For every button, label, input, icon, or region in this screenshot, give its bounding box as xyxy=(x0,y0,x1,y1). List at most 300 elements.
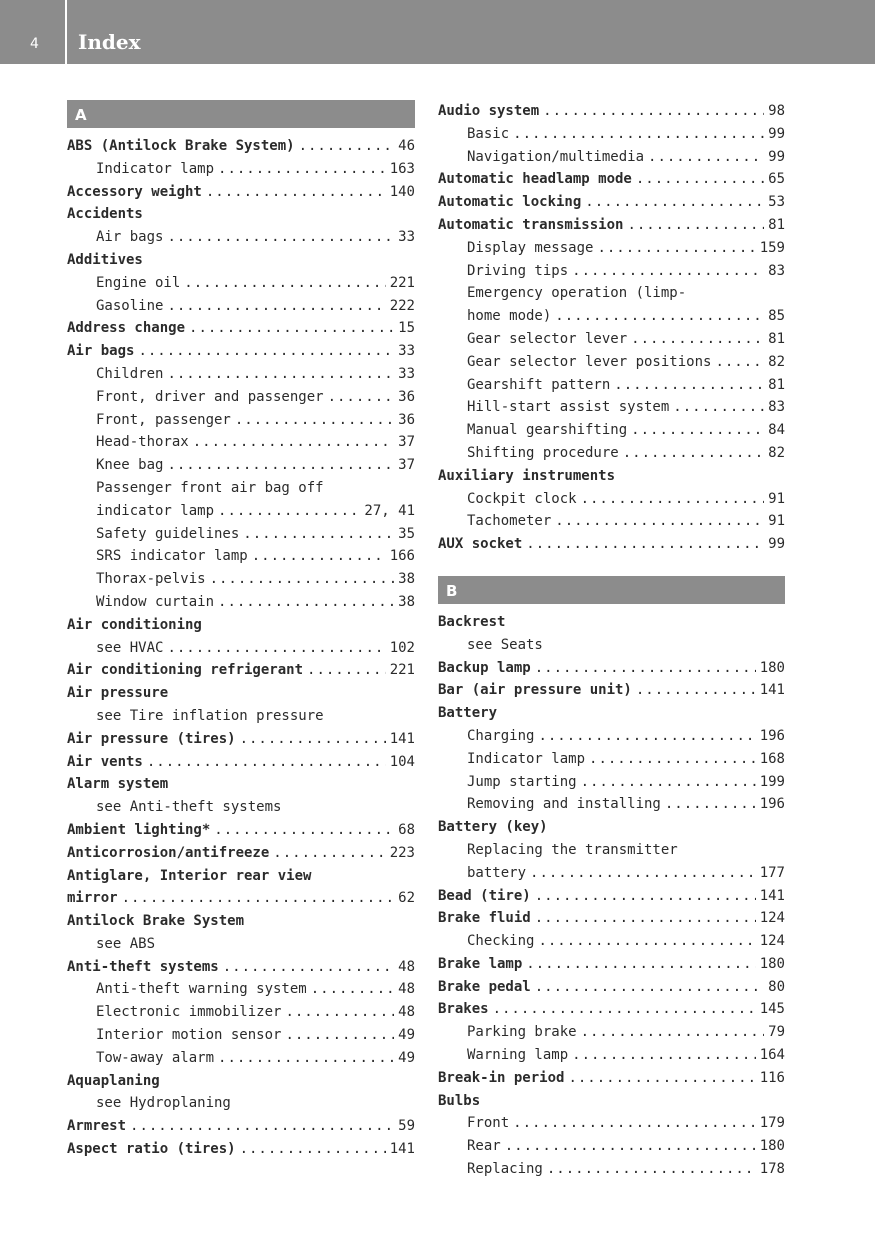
entry-term: Removing and installing xyxy=(467,796,661,813)
dot-leader xyxy=(538,930,755,953)
entry-page-number: 79 xyxy=(768,1024,785,1041)
dot-leader xyxy=(147,751,386,774)
entry-term: Anti-theft systems xyxy=(67,958,219,975)
entry-page-number: 27, 41 xyxy=(364,502,415,519)
entry-page-number: 83 xyxy=(768,399,785,416)
entry-term: Automatic locking xyxy=(438,194,582,211)
dot-leader xyxy=(311,978,394,1001)
entry-term: Battery (key) xyxy=(438,819,548,836)
dot-leader xyxy=(252,545,386,568)
entry-page-number: 38 xyxy=(398,593,415,610)
dot-leader xyxy=(623,442,764,465)
dot-leader xyxy=(285,1001,394,1024)
index-subentry[interactable] xyxy=(67,226,415,249)
dot-leader xyxy=(513,1112,756,1135)
dot-leader xyxy=(210,568,395,591)
dot-leader xyxy=(206,181,386,204)
entry-term: Auxiliary instruments xyxy=(438,467,616,484)
entry-term: Aspect ratio (tires) xyxy=(67,1141,236,1158)
index-entry[interactable] xyxy=(67,728,415,751)
entry-term: Air pressure (tires) xyxy=(67,730,236,747)
index-entry[interactable] xyxy=(438,191,785,214)
index-subentry xyxy=(438,839,785,862)
dot-leader xyxy=(665,793,756,816)
entry-page-number: 48 xyxy=(398,958,415,975)
entry-page-number: 82 xyxy=(768,444,785,461)
entry-page-number: 116 xyxy=(759,1069,785,1086)
dot-leader xyxy=(572,1044,756,1067)
entry-term: Cockpit clock xyxy=(467,490,577,507)
index-subentry[interactable] xyxy=(438,930,785,953)
entry-term: Address change xyxy=(67,320,186,337)
index-subentry[interactable] xyxy=(438,328,785,351)
entry-term: Automatic headlamp mode xyxy=(438,171,632,188)
dot-leader xyxy=(585,191,764,214)
dot-leader xyxy=(614,374,764,397)
entry-term: Front xyxy=(467,1115,510,1132)
index-subentry[interactable] xyxy=(67,591,415,614)
index-entry[interactable] xyxy=(438,168,785,191)
index-entry xyxy=(67,773,415,796)
entry-page-number: 80 xyxy=(768,978,785,995)
entry-term: Audio system xyxy=(438,103,540,119)
entry-term: Air vents xyxy=(67,753,143,770)
index-subentry[interactable] xyxy=(67,523,415,546)
entry-page-number: 141 xyxy=(759,682,785,699)
dot-leader xyxy=(167,637,385,660)
entry-term: Alarm system xyxy=(67,776,169,793)
entry-term: Shifting procedure xyxy=(467,444,619,461)
dot-leader xyxy=(555,305,764,328)
dot-leader xyxy=(130,1115,394,1138)
index-subentry[interactable] xyxy=(438,1112,785,1135)
index-subentry[interactable] xyxy=(67,158,415,181)
index-entry[interactable] xyxy=(438,657,785,680)
entry-term: Indicator lamp xyxy=(96,160,215,177)
dot-leader xyxy=(240,1138,386,1161)
index-subentry[interactable] xyxy=(67,454,415,477)
index-entry[interactable] xyxy=(67,751,415,774)
index-subentry[interactable] xyxy=(67,978,415,1001)
entry-page-number: 102 xyxy=(389,639,415,656)
dot-leader xyxy=(167,454,394,477)
entry-term: Engine oil xyxy=(96,274,181,291)
entry-page-number: 164 xyxy=(759,1047,785,1064)
entry-term: Anticorrosion/antifreeze xyxy=(67,844,270,861)
index-subentry[interactable] xyxy=(67,363,415,386)
index-subentry[interactable] xyxy=(438,793,785,816)
dot-leader xyxy=(328,386,395,409)
index-entry[interactable] xyxy=(67,135,415,158)
entry-term: Ambient lighting* xyxy=(67,821,211,838)
entry-term: Accidents xyxy=(67,206,143,223)
dot-leader xyxy=(307,659,386,682)
entry-page-number: 85 xyxy=(768,308,785,325)
entry-page-number: 145 xyxy=(759,1001,785,1018)
index-entry xyxy=(438,611,785,634)
dot-leader xyxy=(543,100,764,123)
entry-term: see Anti-theft systems xyxy=(96,799,282,816)
entry-term: Brake pedal xyxy=(438,978,531,995)
dot-leader xyxy=(493,998,756,1021)
entry-page-number: 81 xyxy=(768,216,785,233)
entry-term: Antilock Brake System xyxy=(67,913,245,930)
index-subentry[interactable] xyxy=(67,545,415,568)
entry-term: Replacing the transmitter xyxy=(467,841,678,858)
index-entry[interactable] xyxy=(438,976,785,999)
entry-page-number: 62 xyxy=(398,890,415,907)
entry-page-number: 81 xyxy=(768,376,785,393)
entry-term: see Hydroplaning xyxy=(96,1095,231,1112)
entry-page-number: 141 xyxy=(759,887,785,904)
dot-leader xyxy=(535,885,756,908)
index-subentry[interactable] xyxy=(67,295,415,318)
entry-term: Backrest xyxy=(438,613,506,630)
index-subentry[interactable] xyxy=(438,748,785,771)
index-subentry[interactable] xyxy=(438,510,785,533)
entry-page-number: 222 xyxy=(389,297,415,314)
entry-page-number: 124 xyxy=(759,910,785,927)
entry-page-number: 99 xyxy=(768,148,785,165)
entry-term: Break-in period xyxy=(438,1069,565,1086)
entry-term: Bead (tire) xyxy=(438,887,531,904)
entry-page-number: 180 xyxy=(759,1138,785,1155)
index-entry[interactable] xyxy=(67,317,415,340)
dot-leader xyxy=(218,500,360,523)
section-header: B xyxy=(438,576,785,604)
entry-page-number: 141 xyxy=(389,730,415,747)
index-subentry[interactable] xyxy=(67,637,415,660)
entry-page-number: 196 xyxy=(759,796,785,813)
entry-term: Driving tips xyxy=(467,262,569,279)
index-subentry[interactable] xyxy=(67,409,415,432)
index-entry[interactable] xyxy=(67,842,415,865)
entry-term: Air conditioning xyxy=(67,616,202,633)
entry-page-number: 140 xyxy=(389,183,415,200)
section-header: A xyxy=(67,100,415,128)
index-subentry xyxy=(67,933,415,956)
index-entry[interactable] xyxy=(67,1138,415,1161)
dot-leader xyxy=(581,1021,765,1044)
index-subentry[interactable] xyxy=(67,500,415,523)
index-entry xyxy=(438,1090,785,1113)
dot-leader xyxy=(535,976,764,999)
index-subentry[interactable] xyxy=(67,386,415,409)
dot-leader xyxy=(243,523,394,546)
entry-term: Indicator lamp xyxy=(467,750,586,767)
index-subentry xyxy=(67,477,415,500)
dot-leader xyxy=(285,1024,394,1047)
entry-page-number: 99 xyxy=(768,125,785,142)
dot-leader xyxy=(627,214,764,237)
entry-page-number: 65 xyxy=(768,171,785,188)
index-entry[interactable] xyxy=(438,885,785,908)
entry-term: Basic xyxy=(467,125,510,142)
entry-term: Air bags xyxy=(67,343,135,360)
entry-term: Brake lamp xyxy=(438,955,523,972)
entry-page-number: 33 xyxy=(398,343,415,360)
entry-term: Air bags xyxy=(96,229,164,246)
entry-page-number: 168 xyxy=(759,750,785,767)
dot-leader xyxy=(715,351,764,374)
index-subentry[interactable] xyxy=(438,1135,785,1158)
entry-term: ABS (Antilock Brake System) xyxy=(67,138,295,154)
entry-term: Hill-start assist system xyxy=(467,399,670,416)
entry-term: Head-thorax xyxy=(96,434,189,451)
entry-page-number: 81 xyxy=(768,330,785,347)
index-entry[interactable] xyxy=(67,887,415,910)
dot-leader xyxy=(505,1135,756,1158)
entry-term: Aquaplaning xyxy=(67,1072,160,1089)
index-subentry[interactable] xyxy=(438,725,785,748)
index-subentry[interactable] xyxy=(438,862,785,885)
index-subentry[interactable] xyxy=(438,1044,785,1067)
index-subentry[interactable] xyxy=(438,260,785,283)
index-entry[interactable] xyxy=(67,181,415,204)
entry-term: Bulbs xyxy=(438,1092,481,1109)
index-subentry[interactable] xyxy=(67,1024,415,1047)
index-entry xyxy=(67,682,415,705)
entry-term: Warning lamp xyxy=(467,1047,569,1064)
entry-page-number: 196 xyxy=(759,727,785,744)
dot-leader xyxy=(538,725,755,748)
index-column-right xyxy=(438,100,785,1181)
entry-term: Gear selector lever positions xyxy=(467,353,712,370)
entry-page-number: 33 xyxy=(398,365,415,382)
index-subentry xyxy=(67,705,415,728)
entry-page-number: 36 xyxy=(398,411,415,428)
index-subentry[interactable] xyxy=(438,488,785,511)
dot-leader xyxy=(223,956,394,979)
dot-leader xyxy=(581,488,765,511)
dot-leader xyxy=(189,317,394,340)
dot-leader xyxy=(648,146,764,169)
dot-leader xyxy=(535,657,756,680)
entry-page-number: 49 xyxy=(398,1049,415,1066)
index-subentry[interactable] xyxy=(438,237,785,260)
index-subentry[interactable] xyxy=(67,431,415,454)
dot-leader xyxy=(167,295,385,318)
dot-leader xyxy=(631,328,764,351)
entry-page-number: 99 xyxy=(768,536,785,553)
header-divider xyxy=(65,0,67,64)
entry-term: see HVAC xyxy=(96,639,164,656)
index-entry[interactable] xyxy=(438,1067,785,1090)
dot-leader xyxy=(218,1047,394,1070)
entry-term: Anti-theft warning system xyxy=(96,981,307,998)
entry-page-number: 82 xyxy=(768,353,785,370)
entry-term: see Seats xyxy=(467,636,543,653)
index-subentry[interactable] xyxy=(438,396,785,419)
entry-term: Thorax-pelvis xyxy=(96,571,206,588)
entry-term: Tachometer xyxy=(467,513,552,530)
entry-term: Emergency operation (limp- xyxy=(467,285,687,302)
entry-term: Display message xyxy=(467,239,594,256)
index-subentry[interactable] xyxy=(67,1001,415,1024)
entry-page-number: 35 xyxy=(398,525,415,542)
index-subentry[interactable] xyxy=(438,123,785,146)
dot-leader xyxy=(597,237,755,260)
entry-term: Gear selector lever xyxy=(467,330,628,347)
dot-leader xyxy=(555,510,764,533)
entry-term: Knee bag xyxy=(96,457,164,474)
entry-term: indicator lamp xyxy=(96,502,215,519)
page-title: Index xyxy=(78,30,141,54)
index-subentry xyxy=(67,796,415,819)
dot-leader xyxy=(193,431,394,454)
entry-term: Jump starting xyxy=(467,773,577,790)
dot-leader xyxy=(631,419,764,442)
entry-term: SRS indicator lamp xyxy=(96,548,248,565)
entry-page-number: 83 xyxy=(768,262,785,279)
entry-page-number: 59 xyxy=(398,1118,415,1135)
index-subentry xyxy=(438,634,785,657)
entry-term: Antiglare, Interior rear view xyxy=(67,867,312,884)
entry-page-number: 223 xyxy=(389,844,415,861)
index-entry[interactable] xyxy=(67,340,415,363)
entry-term: Gasoline xyxy=(96,297,164,314)
entry-page-number: 48 xyxy=(398,1004,415,1021)
index-subentry[interactable] xyxy=(438,146,785,169)
index-subentry[interactable] xyxy=(438,1021,785,1044)
dot-leader xyxy=(572,260,764,283)
entry-term: Parking brake xyxy=(467,1024,577,1041)
dot-leader xyxy=(673,396,764,419)
index-entry xyxy=(67,865,415,888)
index-entry[interactable] xyxy=(67,956,415,979)
dot-leader xyxy=(547,1158,756,1181)
entry-page-number: 178 xyxy=(759,1161,785,1178)
entry-term: Rear xyxy=(467,1138,501,1155)
dot-leader xyxy=(589,748,756,771)
index-entry[interactable] xyxy=(438,998,785,1021)
dot-leader xyxy=(526,533,764,556)
entry-term: Safety guidelines xyxy=(96,525,240,542)
entry-page-number: 49 xyxy=(398,1027,415,1044)
dot-leader xyxy=(273,842,385,865)
index-entry[interactable] xyxy=(438,533,785,556)
entry-term: mirror xyxy=(67,890,118,907)
dot-leader xyxy=(636,679,756,702)
entry-term: home mode) xyxy=(467,308,552,325)
entry-term: Additives xyxy=(67,251,143,268)
entry-page-number: 91 xyxy=(768,513,785,530)
entry-page-number: 124 xyxy=(759,933,785,950)
dot-leader xyxy=(568,1067,755,1090)
entry-term: Electronic immobilizer xyxy=(96,1004,282,1021)
dot-leader xyxy=(167,226,394,249)
index-subentry[interactable] xyxy=(438,374,785,397)
dot-leader xyxy=(240,728,386,751)
index-subentry xyxy=(67,1092,415,1115)
index-subentry[interactable] xyxy=(67,568,415,591)
index-entry[interactable] xyxy=(67,1115,415,1138)
entry-term: Armrest xyxy=(67,1118,127,1135)
index-subentry[interactable] xyxy=(438,305,785,328)
dot-leader xyxy=(526,953,755,976)
entry-term: Navigation/multimedia xyxy=(467,148,645,165)
entry-page-number: 179 xyxy=(759,1115,785,1132)
dot-leader xyxy=(138,340,394,363)
entry-term: Window curtain xyxy=(96,593,215,610)
entry-page-number: 180 xyxy=(759,955,785,972)
index-subentry[interactable] xyxy=(438,351,785,374)
index-entry xyxy=(438,465,785,488)
index-subentry[interactable] xyxy=(438,442,785,465)
entry-term: AUX socket xyxy=(438,536,523,553)
entry-page-number: 141 xyxy=(389,1141,415,1158)
entry-term: battery xyxy=(467,864,527,881)
index-entry[interactable] xyxy=(438,214,785,237)
dot-leader xyxy=(184,272,385,295)
index-column-left xyxy=(67,100,415,1161)
entry-term: see Tire inflation pressure xyxy=(96,707,324,724)
entry-term: Bar (air pressure unit) xyxy=(438,682,632,699)
index-subentry[interactable] xyxy=(67,272,415,295)
entry-page-number: 159 xyxy=(759,239,785,256)
entry-term: Battery xyxy=(438,705,498,722)
page-header xyxy=(0,0,875,64)
index-entry[interactable] xyxy=(438,100,785,123)
index-entry[interactable] xyxy=(67,659,415,682)
page-number: 4 xyxy=(30,36,39,52)
entry-page-number: 221 xyxy=(389,274,415,291)
dot-leader xyxy=(636,168,764,191)
index-subentry[interactable] xyxy=(67,1047,415,1070)
entry-term: Front, passenger xyxy=(96,411,231,428)
index-entry[interactable] xyxy=(438,907,785,930)
dot-leader xyxy=(218,158,386,181)
entry-term: Manual gearshifting xyxy=(467,422,628,439)
dot-leader xyxy=(214,819,394,842)
dot-leader xyxy=(122,887,395,910)
index-entry[interactable] xyxy=(67,819,415,842)
entry-page-number: 48 xyxy=(398,981,415,998)
dot-leader xyxy=(235,409,394,432)
entry-term: see ABS xyxy=(96,935,156,952)
index-entry xyxy=(67,1070,415,1093)
entry-page-number: 33 xyxy=(398,229,415,246)
entry-term: Accessory weight xyxy=(67,183,202,200)
index-subentry[interactable] xyxy=(438,771,785,794)
entry-page-number: 180 xyxy=(759,659,785,676)
dot-leader xyxy=(218,591,394,614)
entry-page-number: 163 xyxy=(389,160,415,177)
entry-page-number: 53 xyxy=(768,194,785,211)
dot-leader xyxy=(167,363,394,386)
entry-term: Children xyxy=(96,365,164,382)
index-subentry xyxy=(438,282,785,305)
entry-page-number: 91 xyxy=(768,490,785,507)
index-entry[interactable] xyxy=(438,953,785,976)
entry-page-number: 38 xyxy=(398,571,415,588)
index-subentry[interactable] xyxy=(438,419,785,442)
index-subentry[interactable] xyxy=(438,1158,785,1181)
index-entry xyxy=(438,702,785,725)
dot-leader xyxy=(535,907,756,930)
entry-term: Charging xyxy=(467,727,535,744)
entry-page-number: 199 xyxy=(759,773,785,790)
index-entry xyxy=(67,910,415,933)
entry-page-number: 37 xyxy=(398,457,415,474)
index-entry[interactable] xyxy=(438,679,785,702)
entry-term: Brakes xyxy=(438,1001,489,1018)
entry-page-number: 15 xyxy=(398,320,415,337)
index-entry xyxy=(67,203,415,226)
entry-term: Front, driver and passenger xyxy=(96,388,324,405)
entry-term: Air conditioning refrigerant xyxy=(67,662,304,679)
dot-leader xyxy=(530,862,756,885)
